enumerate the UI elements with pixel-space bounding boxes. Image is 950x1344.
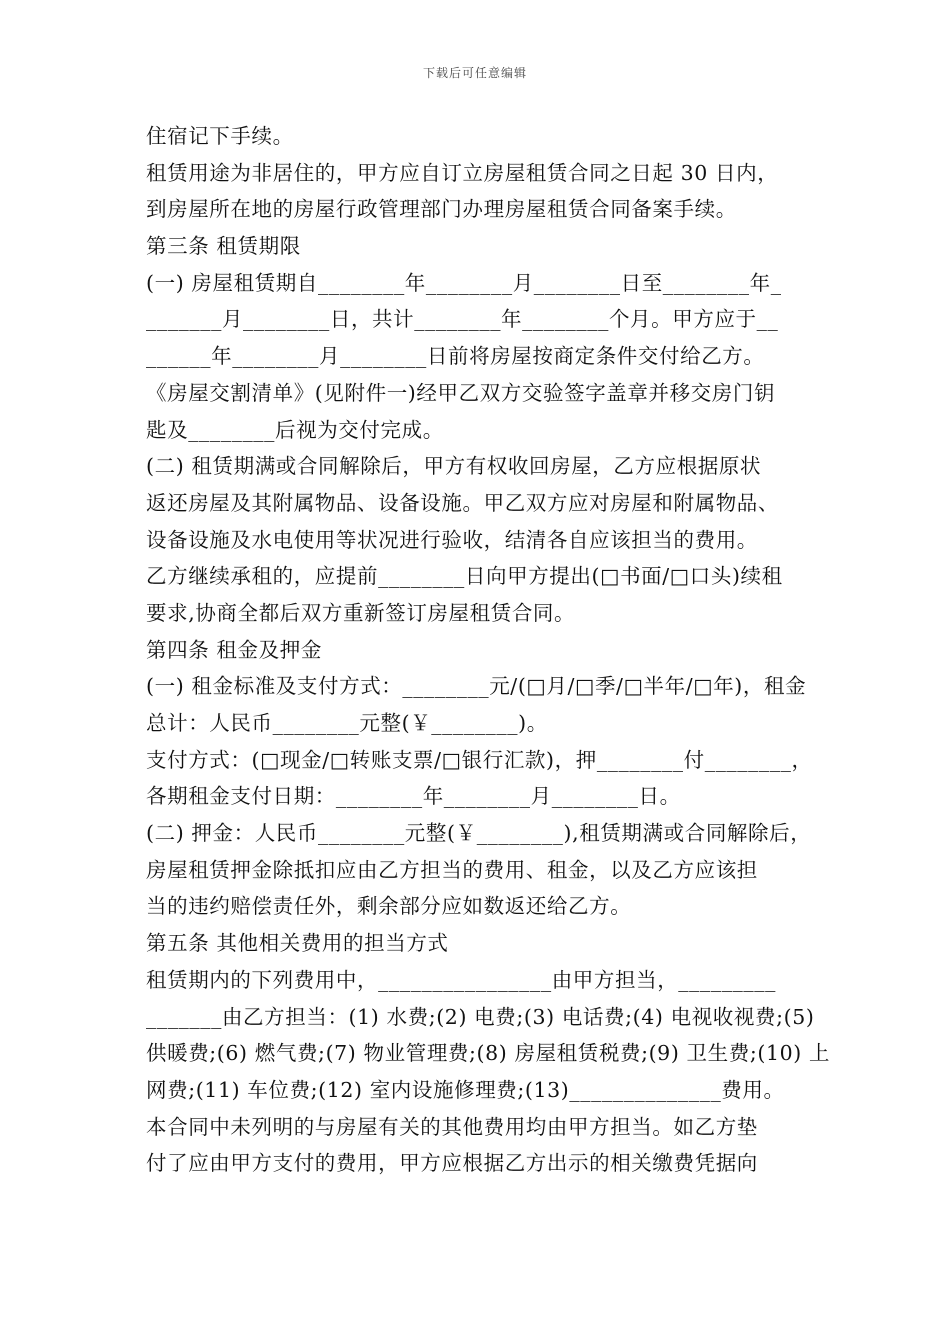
text-line: 住宿记下手续。 — [146, 124, 294, 148]
page-header: 下载后可任意编辑 — [422, 66, 527, 80]
text-line: _______月________日，共计________年________个月。甲方应于__ — [146, 307, 779, 332]
text-line: 本合同中未列明的与房屋有关的其他费用均由甲方担当。如乙方垫 — [146, 1114, 758, 1139]
text-line: 支付方式：(□现金/□转账支票/□银行汇款)，押________付________， — [146, 747, 813, 772]
text-line: 设备设施及水电使用等状况进行验收，结清各自应该担当的费用。 — [146, 527, 758, 552]
text-line: 网费;(11) 车位费;(12) 室内设施修理费;(13)______________费用。 — [146, 1077, 785, 1102]
section-heading: 第四条 租金及押金 — [146, 637, 322, 662]
text-line: 总计：人民币________元整(￥________)。 — [146, 711, 548, 735]
text-line: 各期租金支付日期：________年________月________日。 — [146, 784, 681, 809]
text-line: (一) 房屋租赁期自________年________月________日至________年_ — [146, 270, 782, 295]
section-heading: 第三条 租赁期限 — [146, 234, 301, 259]
text-line: 租赁用途为非居住的，甲方应自订立房屋租赁合同之日起 30 日内， — [146, 160, 779, 185]
text-line: 要求,协商全都后双方重新签订房屋租赁合同。 — [146, 600, 576, 625]
text-line: 租赁期内的下列费用中，________________由甲方担当，_________ — [146, 967, 776, 992]
text-line: 返还房屋及其附属物品、设备设施。甲乙双方应对房屋和附属物品、 — [146, 490, 779, 515]
text-line: 房屋租赁押金除抵扣应由乙方担当的费用、租金，以及乙方应该担 — [146, 857, 758, 882]
text-line: _______由乙方担当：(1) 水费;(2) 电费;(3) 电话费;(4) 电视收视费;(5) — [146, 1004, 815, 1029]
text-line: (二) 租赁期满或合同解除后，甲方有权收回房屋，乙方应根据原状 — [146, 454, 762, 479]
text-line: 供暖费;(6) 燃气费;(7) 物业管理费;(8) 房屋租赁税费;(9) 卫生费;(10) 上 — [146, 1041, 831, 1066]
text-line: 到房屋所在地的房屋行政管理部门办理房屋租赁合同备案手续。 — [146, 197, 737, 222]
section-heading: 第五条 其他相关费用的担当方式 — [146, 931, 449, 956]
text-line: (一) 租金标准及支付方式：________元/(□月/□季/□半年/□年)，租金 — [146, 674, 807, 699]
text-line: 匙及________后视为交付完成。 — [146, 417, 444, 442]
text-line: ______年________月________日前将房屋按商定条件交付给乙方。 — [146, 344, 765, 369]
document-body — [146, 118, 831, 1182]
text-line: 付了应由甲方支付的费用，甲方应根据乙方出示的相关缴费凭据向 — [146, 1151, 758, 1176]
text-line: (二) 押金：人民币________元整(￥________),租赁期满或合同解除后， — [146, 821, 812, 846]
text-line: 当的违约赔偿责任外，剩余部分应如数返还给乙方。 — [146, 894, 632, 919]
text-line: 乙方继续承租的，应提前________日向甲方提出(□书面/□口头)续租 — [146, 564, 783, 589]
text-line: 《房屋交割清单》(见附件一)经甲乙双方交验签字盖章并移交房门钥 — [146, 380, 776, 405]
